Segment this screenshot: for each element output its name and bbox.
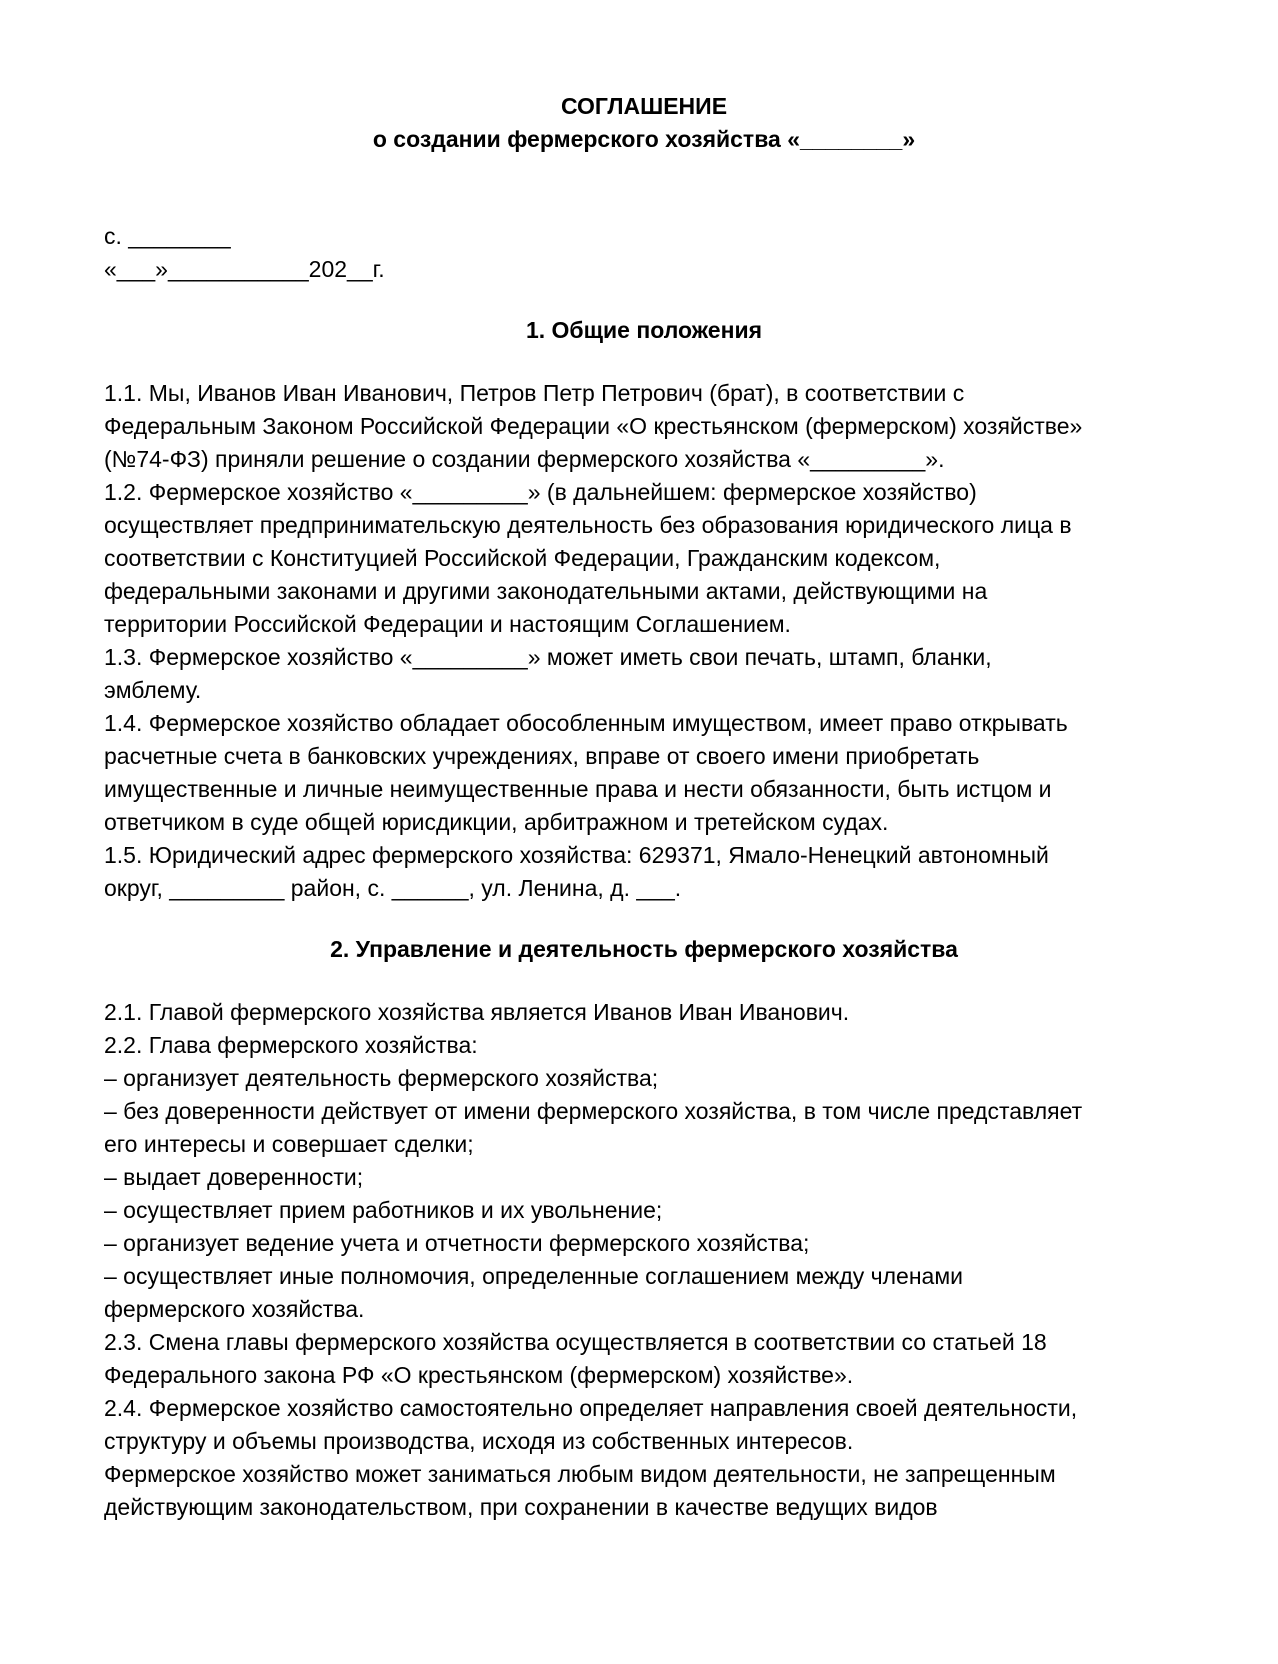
section-general: [104, 314, 1184, 905]
clause-1-4: 1.4. Фермерское хозяйство обладает обособленным имуществом, имеет право открывать расчетные счета в банковских учреждениях, вправе от своего имени приобретать имущественные и личные неимущественные права и нести обязанности, быть истцом и ответчиком в суде общей юрисдикции, арбитражном и третейском судах.: [104, 710, 1068, 835]
list-item: – организует ведение учета и отчетности фермерского хозяйства;: [104, 1230, 810, 1256]
clause-2-2: 2.2. Глава фермерского хозяйства:: [104, 1032, 478, 1058]
place-date-block: [104, 220, 1184, 286]
document-title: СОГЛАШЕНИЕ: [560, 93, 728, 119]
clause-1-2: 1.2. Фермерское хозяйство «_________» (в дальнейшем: фермерское хозяйство) осуществляет предпринимательскую деятельность без образования юридического лица в соответствии с Конституцией Российской Федерации, Гражданским кодексом, федеральными законами и другими законодательными актами, действующими на территории Российской Федерации и настоящим Соглашением.: [104, 479, 1072, 637]
list-item: – выдает доверенности;: [104, 1164, 364, 1190]
list-item: – осуществляет прием работников и их увольнение;: [104, 1197, 663, 1223]
clause-2-1: 2.1. Главой фермерского хозяйства является Иванов Иван Иванович.: [104, 999, 850, 1025]
date-line: «___»___________202__г.: [104, 256, 385, 282]
clause-2-3: 2.3. Смена главы фермерского хозяйства осуществляется в соответствии со статьей 18 Федерального закона РФ «О крестьянском (фермерском) хозяйстве».: [104, 1329, 1047, 1388]
list-item: – организует деятельность фермерского хозяйства;: [104, 1065, 659, 1091]
document-page: [104, 90, 1184, 1524]
section-heading: 1. Общие положения: [525, 317, 763, 343]
clause-2-4-continued: Фермерское хозяйство может заниматься любым видом деятельности, не запрещенным действующим законодательством, при сохранении в качестве ведущих видов: [104, 1461, 1056, 1520]
place-line: с. ________: [104, 223, 231, 249]
section-heading: 2. Управление и деятельность фермерского хозяйства: [330, 936, 958, 962]
clause-1-1: 1.1. Мы, Иванов Иван Иванович, Петров Петр Петрович (брат), в соответствии с Федеральным Законом Российской Федерации «О крестьянском (фермерском) хозяйстве» (№74-ФЗ) приняли решение о создании фермерского хозяйства «_________».: [104, 380, 1083, 472]
clause-1-3: 1.3. Фермерское хозяйство «_________» может иметь свои печать, штамп, бланки, эмблему.: [104, 644, 992, 703]
list-item: – осуществляет иные полномочия, определенные соглашением между членами фермерского хозяйства.: [104, 1263, 963, 1322]
section-management: [104, 933, 1184, 1524]
document-subtitle: о создании фермерского хозяйства «________»: [372, 126, 916, 152]
clause-2-4: 2.4. Фермерское хозяйство самостоятельно определяет направления своей деятельности, структуру и объемы производства, исходя из собственных интересов.: [104, 1395, 1078, 1454]
clause-1-5: 1.5. Юридический адрес фермерского хозяйства: 629371, Ямало-Ненецкий автономный округ, _________ район, с. ______, ул. Ленина, д. ___.: [104, 842, 1049, 901]
list-item: – без доверенности действует от имени фермерского хозяйства, в том числе представляет его интересы и совершает сделки;: [104, 1098, 1083, 1157]
